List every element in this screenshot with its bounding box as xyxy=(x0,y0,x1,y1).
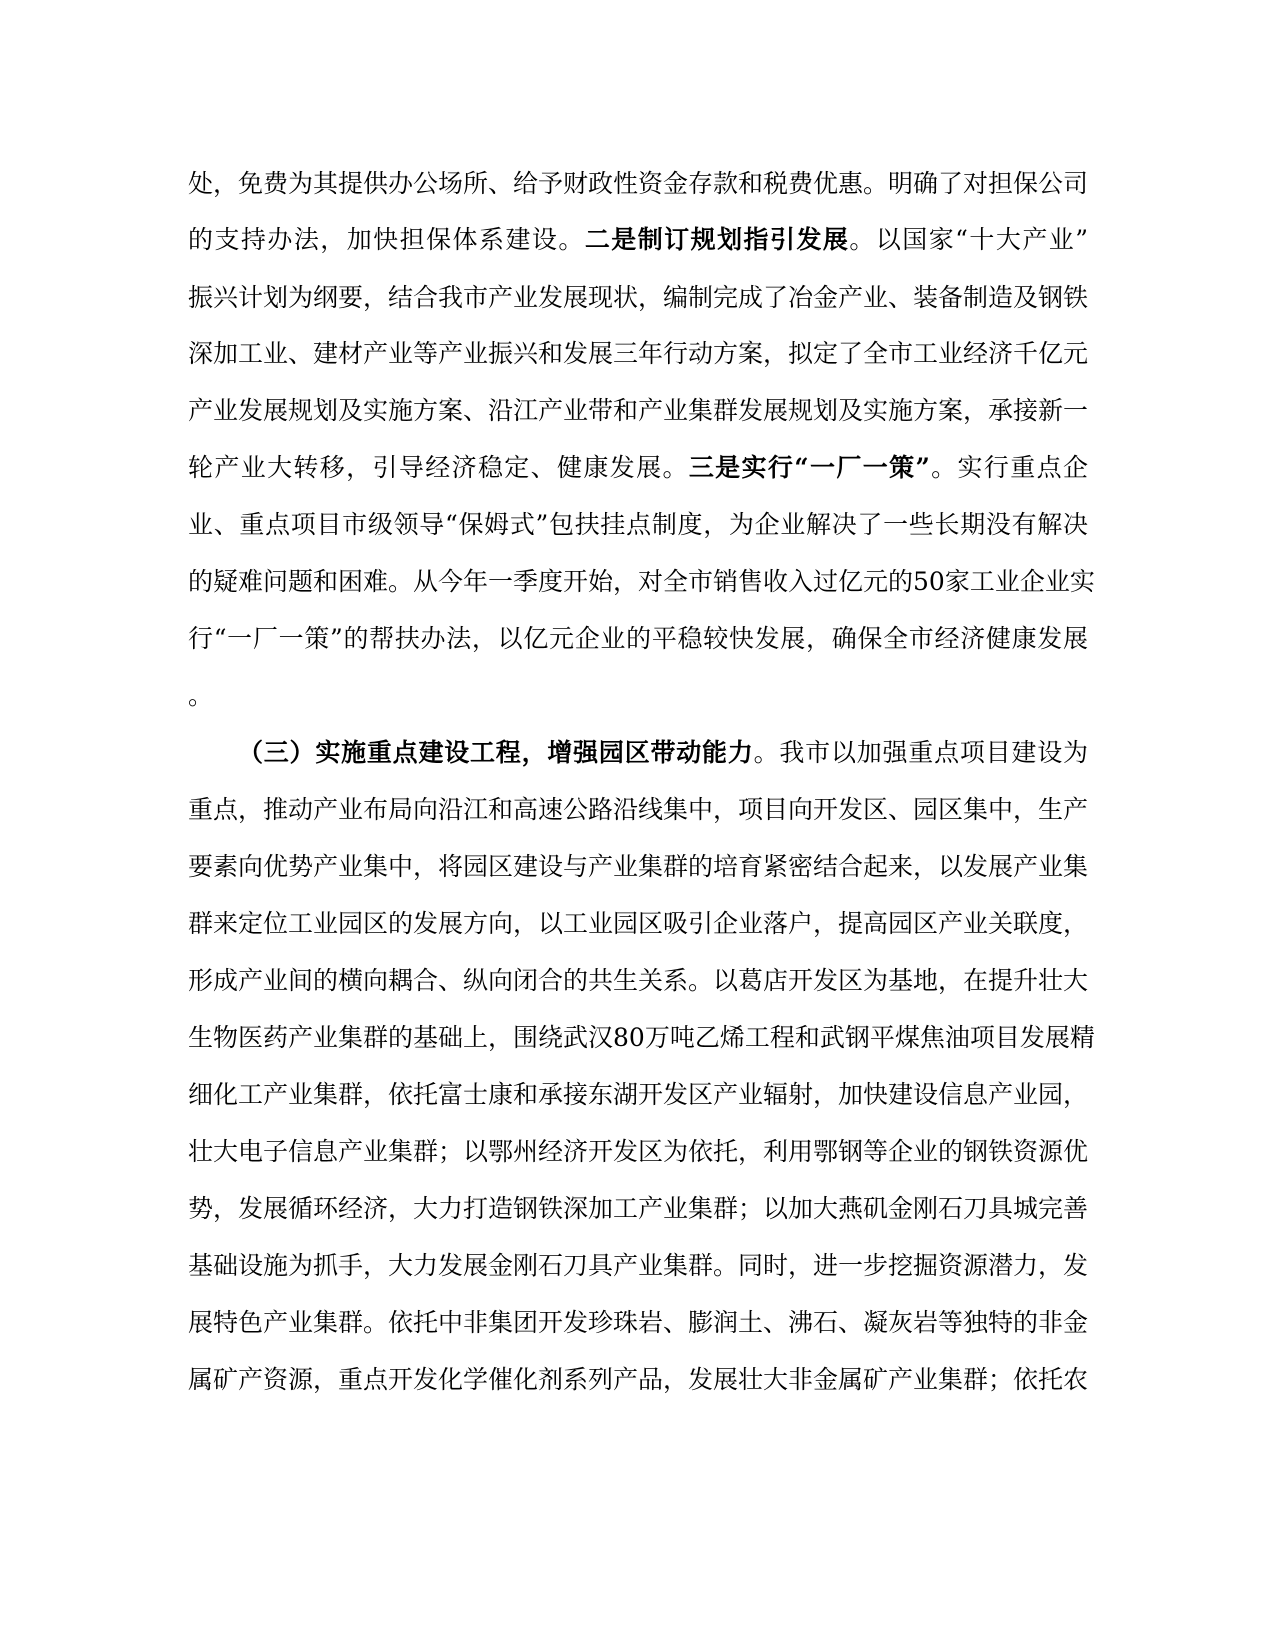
text-line xyxy=(188,676,1088,716)
text-line xyxy=(188,220,1088,260)
text-line xyxy=(188,391,1088,431)
text-line xyxy=(188,790,1088,830)
text-span: 要素向优势产业集中，将园区建设与产业集群的培育紧密结合起来，以发展产业集 xyxy=(188,852,1089,881)
text-span: 群来定位工业园区的发展方向，以工业园区吸引企业落户，提高园区产业关联度， xyxy=(188,909,1089,938)
text-line xyxy=(188,1246,1088,1286)
bold-heading-span: 二是制订规划指引发展 xyxy=(584,225,850,254)
text-line xyxy=(188,334,1088,374)
text-line xyxy=(188,847,1088,887)
text-line xyxy=(188,904,1088,944)
text-line xyxy=(188,1075,1088,1115)
text-span: 属矿产资源，重点开发化学催化剂系列产品，发展壮大非金属矿产业集群；依托农 xyxy=(188,1365,1089,1394)
text-span: 势，发展循环经济，大力打造钢铁深加工产业集群；以加大燕矶金刚石刀具城完善 xyxy=(188,1194,1089,1223)
text-line xyxy=(188,961,1088,1001)
text-span: 细化工产业集群，依托富士康和承接东湖开发区产业辐射，加快建设信息产业园， xyxy=(188,1080,1089,1109)
text-span: 产业发展规划及实施方案、沿江产业带和产业集群发展规划及实施方案，承接新一 xyxy=(188,396,1089,425)
text-span: 行“一厂一策”的帮扶办法，以亿元企业的平稳较快发展，确保全市经济健康发展 xyxy=(188,624,1088,653)
text-span: 形成产业间的横向耦合、纵向闭合的共生关系。以葛店开发区为基地，在提升壮大 xyxy=(188,966,1089,995)
text-span: 生物医药产业集群的基础上，围绕武汉80万吨乙烯工程和武钢平煤焦油项目发展精 xyxy=(188,1023,1095,1052)
text-line xyxy=(188,562,1095,602)
text-line xyxy=(188,278,1088,318)
text-line xyxy=(188,505,1088,545)
text-span: 处，免费为其提供办公场所、给予财政性资金存款和税费优惠。明确了对担保公司 xyxy=(188,169,1089,198)
text-span: 业、重点项目市级领导“保姆式”包扶挂点制度，为企业解决了一些长期没有解决 xyxy=(188,510,1088,539)
section-heading: （三）实施重点建设工程，增强园区带动能力 xyxy=(238,738,754,767)
text-span: 重点，推动产业布局向沿江和高速公路沿线集中，项目向开发区、园区集中，生产 xyxy=(188,795,1089,824)
bold-heading-span: 三是实行“一厂一策” xyxy=(688,453,930,482)
text-span: 展特色产业集群。依托中非集团开发珍珠岩、膨润土、沸石、凝灰岩等独特的非金 xyxy=(188,1308,1089,1337)
text-span: 。以国家“十大产业” xyxy=(849,225,1088,254)
text-span: 振兴计划为纲要，结合我市产业发展现状，编制完成了冶金产业、装备制造及钢铁 xyxy=(188,283,1089,312)
text-line xyxy=(188,164,1088,204)
text-span: 轮产业大转移，引导经济稳定、健康发展。 xyxy=(188,453,689,482)
paragraph-first-line xyxy=(238,733,1088,773)
text-line xyxy=(188,1189,1088,1229)
text-line xyxy=(188,1132,1088,1172)
text-span: 深加工业、建材产业等产业振兴和发展三年行动方案，拟定了全市工业经济千亿元 xyxy=(188,339,1089,368)
text-span: 基础设施为抓手，大力发展金刚石刀具产业集群。同时，进一步挖掘资源潜力，发 xyxy=(188,1251,1089,1280)
text-line xyxy=(188,1360,1088,1400)
text-span: 。 xyxy=(188,681,214,710)
text-line xyxy=(188,1303,1088,1343)
text-line xyxy=(188,1018,1095,1058)
text-line xyxy=(188,619,1088,659)
text-span: 。实行重点企 xyxy=(929,453,1088,482)
text-span: 。我市以加强重点项目建设为 xyxy=(753,738,1088,767)
text-span: 壮大电子信息产业集群；以鄂州经济开发区为依托，利用鄂钢等企业的钢铁资源优 xyxy=(188,1137,1089,1166)
text-line xyxy=(188,448,1088,488)
text-span: 的疑难问题和困难。从今年一季度开始，对全市销售收入过亿元的50家工业企业实 xyxy=(188,567,1095,596)
text-span: 的支持办法，加快担保体系建设。 xyxy=(188,225,585,254)
